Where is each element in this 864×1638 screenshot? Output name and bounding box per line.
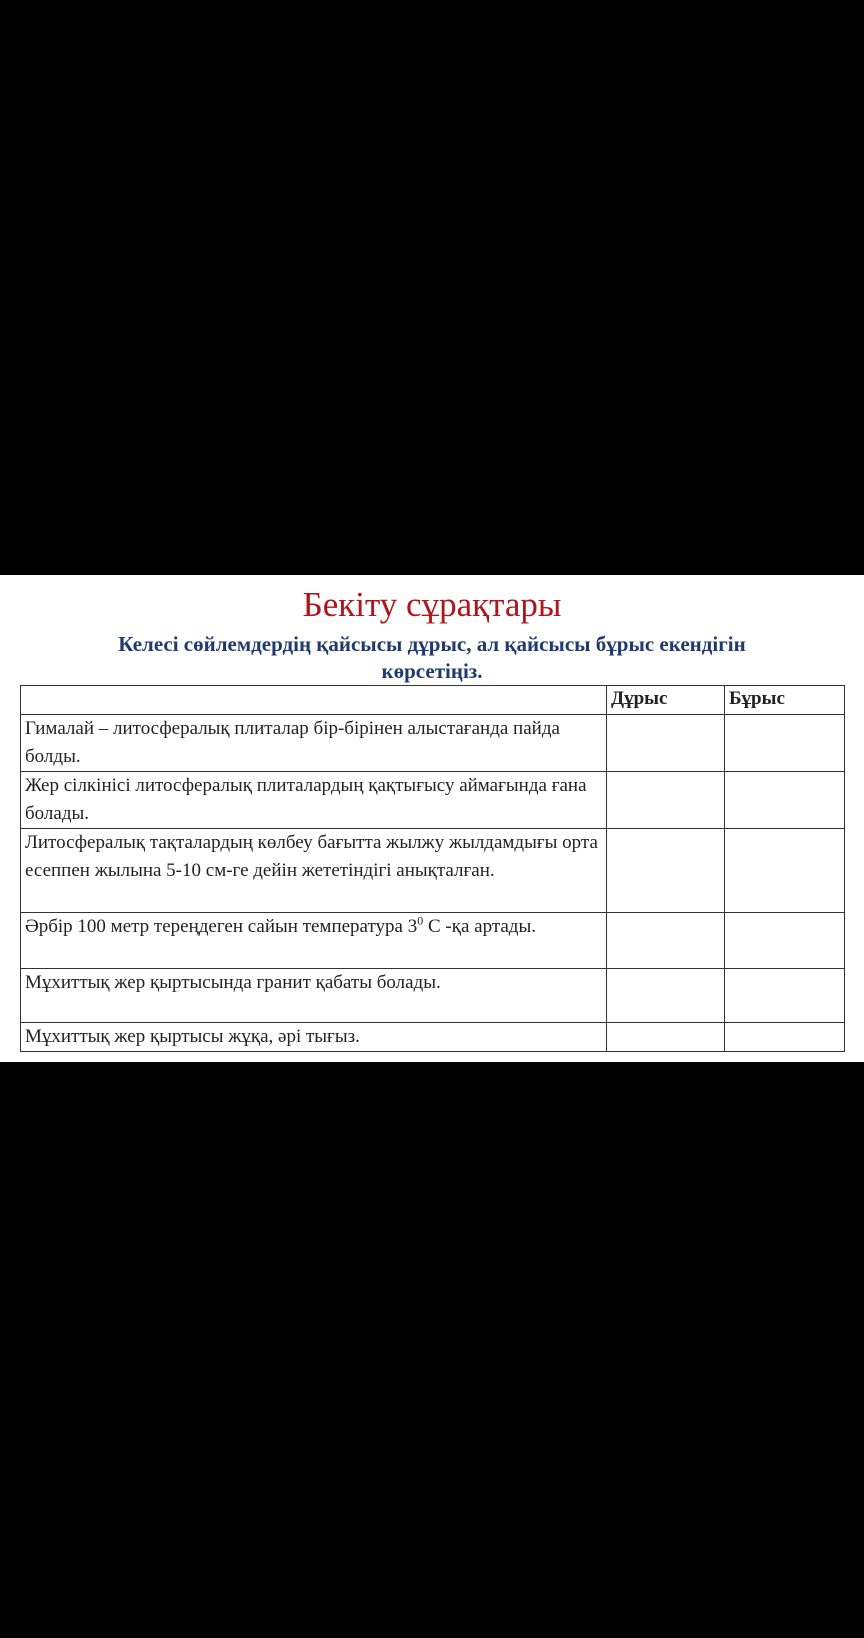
statement-cell: Мұхиттық жер қыртысында гранит қабаты болады. — [21, 969, 607, 1023]
false-answer-cell[interactable] — [725, 913, 845, 969]
instruction-line-1: Келесі сөйлемдердің қайсысы дұрыс, ал қайсысы бұрыс екендігін — [118, 632, 746, 656]
instruction-text — [40, 631, 824, 685]
slide-title: Бекіту сұрақтары — [302, 585, 562, 624]
true-answer-cell[interactable] — [607, 829, 725, 913]
statement-cell: Гималай – литосфералық плиталар бір-бірінен алыстағанда пайда болды. — [21, 715, 607, 772]
statement-cell: Жер сілкінісі литосфералық плиталардың қақтығысу аймағында ғана болады. — [21, 772, 607, 829]
table-row — [21, 772, 845, 829]
table-row — [21, 715, 845, 772]
slide — [0, 575, 864, 1062]
table-row — [21, 1023, 845, 1052]
false-answer-cell[interactable] — [725, 772, 845, 829]
header-false: Бұрыс — [725, 686, 845, 715]
header-statement — [21, 686, 607, 715]
true-answer-cell[interactable] — [607, 913, 725, 969]
table-row — [21, 913, 845, 969]
true-answer-cell[interactable] — [607, 772, 725, 829]
table-row — [21, 829, 845, 913]
true-false-table — [20, 685, 845, 1052]
false-answer-cell[interactable] — [725, 969, 845, 1023]
statement-cell: Мұхиттық жер қыртысы жұқа, әрі тығыз. — [21, 1023, 607, 1052]
false-answer-cell[interactable] — [725, 715, 845, 772]
false-answer-cell[interactable] — [725, 829, 845, 913]
statement-text-end: С -қа артады. — [423, 916, 536, 937]
table-header-row — [21, 686, 845, 715]
true-answer-cell[interactable] — [607, 1023, 725, 1052]
statement-text: Әрбір 100 метр тереңдеген сайын температура 3 — [25, 916, 418, 937]
table-row — [21, 969, 845, 1023]
degree-superscript: 0 — [417, 913, 424, 928]
true-answer-cell[interactable] — [607, 969, 725, 1023]
statement-cell — [21, 913, 607, 969]
header-true: Дұрыс — [607, 686, 725, 715]
instruction-line-2: көрсетіңіз. — [381, 659, 483, 683]
statement-cell: Литосфералық тақталардың көлбеу бағытта жылжу жылдамдығы орта есеппен жылына 5-10 см-ге дейін жететіндігі анықталған. — [21, 829, 607, 913]
false-answer-cell[interactable] — [725, 1023, 845, 1052]
true-answer-cell[interactable] — [607, 715, 725, 772]
